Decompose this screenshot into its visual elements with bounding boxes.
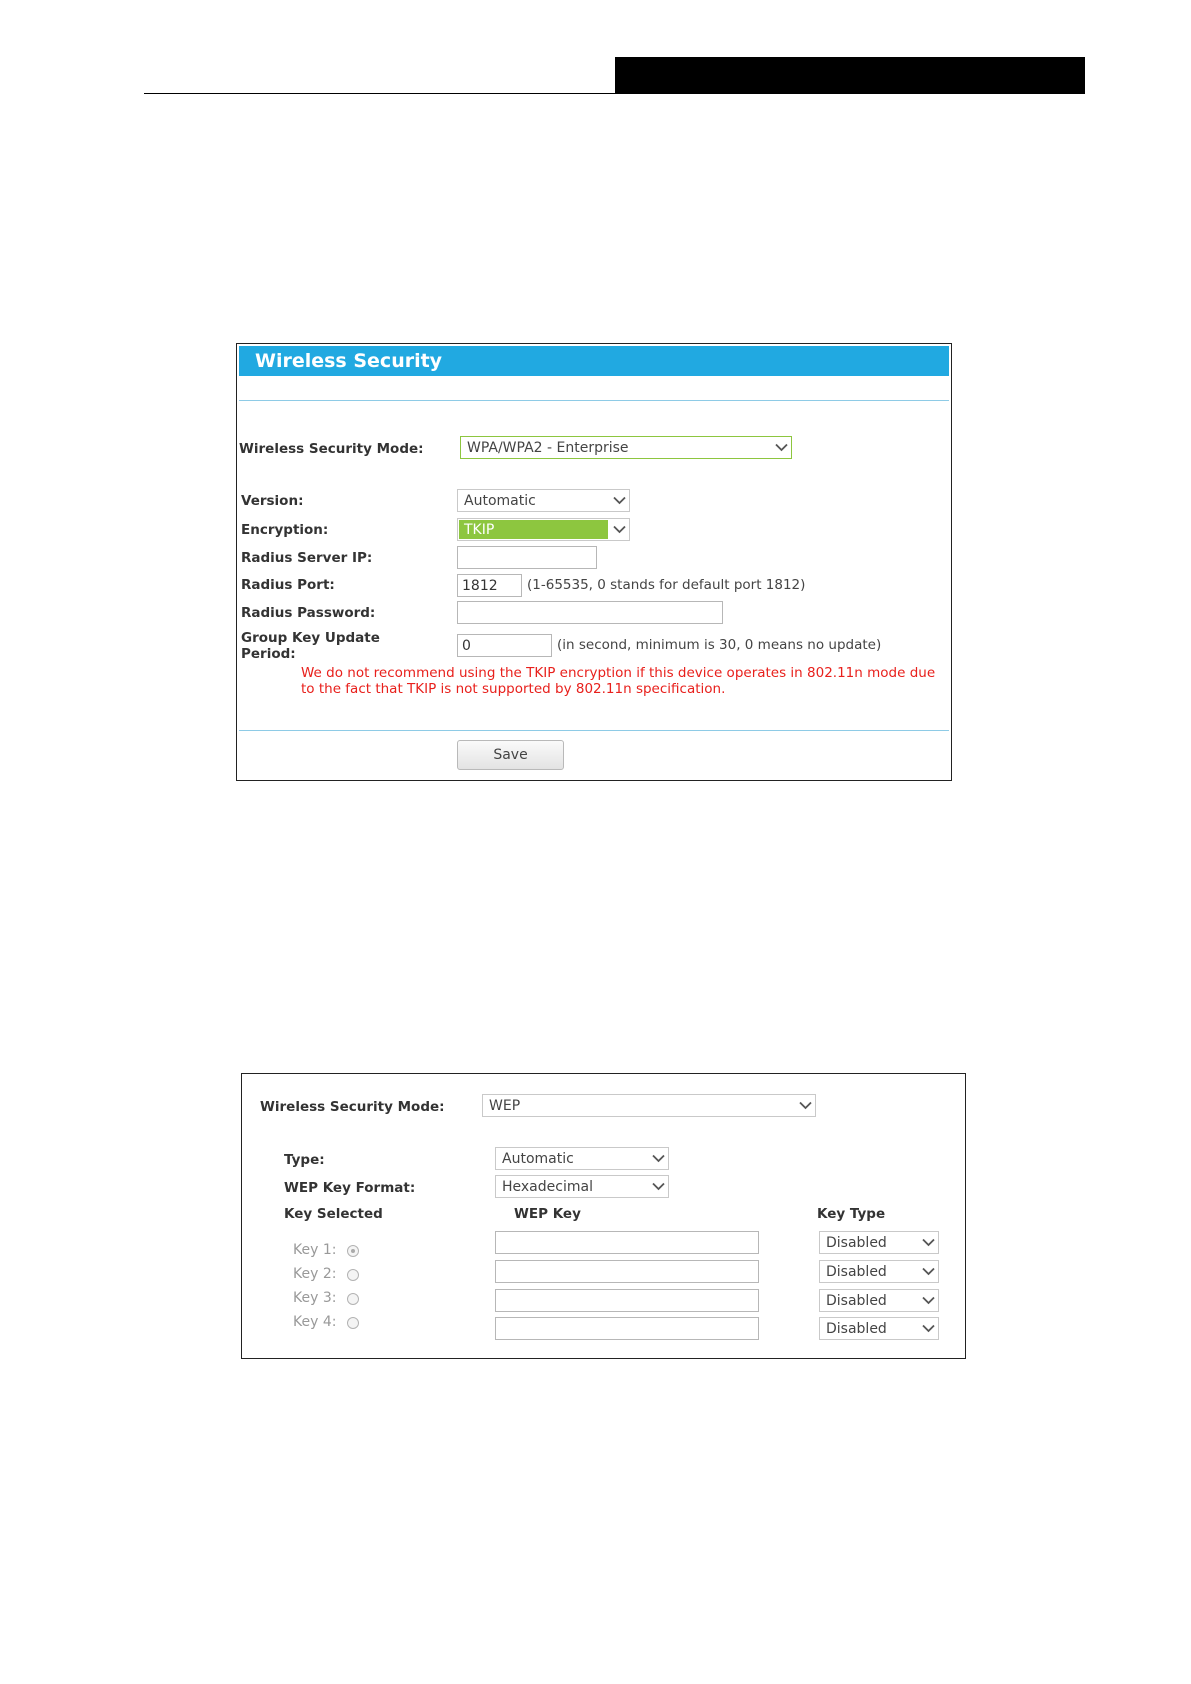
radius-port-input[interactable]: 1812 [457, 574, 522, 597]
chevron-down-icon [918, 1232, 938, 1253]
key-2-type-value: Disabled [826, 1264, 887, 1280]
group-key-period-input[interactable]: 0 [457, 634, 552, 657]
page-header-rule [144, 93, 1084, 94]
tkip-warning-text: We do not recommend using the TKIP encryption if this device operates in 802.11n mode due to the fact that TKIP is not supported by 802.11n specification. [301, 665, 936, 697]
encryption-label: Encryption: [241, 522, 329, 538]
wep-key-format-label: WEP Key Format: [284, 1180, 416, 1196]
chevron-down-icon [648, 1176, 668, 1197]
version-select[interactable] [457, 489, 630, 512]
type-label: Type: [284, 1152, 325, 1168]
type-select[interactable] [495, 1147, 669, 1170]
security-mode-select[interactable] [460, 436, 792, 459]
chevron-down-icon [918, 1261, 938, 1282]
panel-title: Wireless Security [255, 350, 443, 372]
key-selected-header: Key Selected [284, 1206, 383, 1222]
chevron-down-icon [771, 437, 791, 458]
version-value: Automatic [464, 493, 536, 509]
chevron-down-icon [609, 519, 629, 540]
encryption-select[interactable] [457, 518, 630, 541]
wep-key-header: WEP Key [514, 1206, 581, 1222]
divider [239, 730, 949, 731]
key-1-label: Key 1: [293, 1242, 337, 1258]
chevron-down-icon [918, 1290, 938, 1311]
radius-port-hint: (1-65535, 0 stands for default port 1812) [527, 577, 806, 593]
security-mode-value: WEP [489, 1098, 521, 1114]
wep-key-format-select[interactable] [495, 1175, 669, 1198]
encryption-value: TKIP [464, 522, 495, 538]
key-3-type-value: Disabled [826, 1293, 887, 1309]
chevron-down-icon [795, 1095, 815, 1116]
key-4-radio[interactable] [347, 1317, 359, 1329]
key-3-label: Key 3: [293, 1290, 337, 1306]
version-label: Version: [241, 493, 304, 509]
key-4-input[interactable] [495, 1317, 759, 1340]
key-1-type-select[interactable] [819, 1231, 939, 1254]
key-4-label: Key 4: [293, 1314, 337, 1330]
key-3-input[interactable] [495, 1289, 759, 1312]
key-2-input[interactable] [495, 1260, 759, 1283]
key-1-radio[interactable] [347, 1245, 359, 1257]
security-mode-select[interactable] [482, 1094, 816, 1117]
radius-server-ip-input[interactable] [457, 546, 597, 569]
security-mode-value: WPA/WPA2 - Enterprise [467, 440, 629, 456]
key-2-type-select[interactable] [819, 1260, 939, 1283]
chevron-down-icon [918, 1318, 938, 1339]
key-1-type-value: Disabled [826, 1235, 887, 1251]
page-header-bar [615, 57, 1085, 94]
save-button[interactable]: Save [457, 740, 564, 770]
wireless-security-panel-wep [241, 1073, 966, 1359]
radius-password-input[interactable] [457, 601, 723, 624]
key-3-type-select[interactable] [819, 1289, 939, 1312]
radius-password-label: Radius Password: [241, 605, 376, 621]
wireless-security-panel-enterprise [236, 343, 952, 781]
panel-title-bar [239, 346, 949, 376]
group-key-label-line1: Group Key Update [241, 630, 380, 646]
key-4-type-select[interactable] [819, 1317, 939, 1340]
security-mode-label: Wireless Security Mode: [239, 441, 424, 457]
key-4-type-value: Disabled [826, 1321, 887, 1337]
key-2-radio[interactable] [347, 1269, 359, 1281]
chevron-down-icon [609, 490, 629, 511]
group-key-period-hint: (in second, minimum is 30, 0 means no update) [557, 637, 882, 653]
type-value: Automatic [502, 1151, 574, 1167]
radius-port-label: Radius Port: [241, 577, 335, 593]
key-1-input[interactable] [495, 1231, 759, 1254]
key-2-label: Key 2: [293, 1266, 337, 1282]
key-3-radio[interactable] [347, 1293, 359, 1305]
security-mode-label: Wireless Security Mode: [260, 1099, 445, 1115]
group-key-label-line2: Period: [241, 646, 296, 662]
chevron-down-icon [648, 1148, 668, 1169]
key-type-header: Key Type [817, 1206, 886, 1222]
divider [239, 400, 949, 401]
wep-key-format-value: Hexadecimal [502, 1179, 593, 1195]
radius-server-ip-label: Radius Server IP: [241, 550, 373, 566]
